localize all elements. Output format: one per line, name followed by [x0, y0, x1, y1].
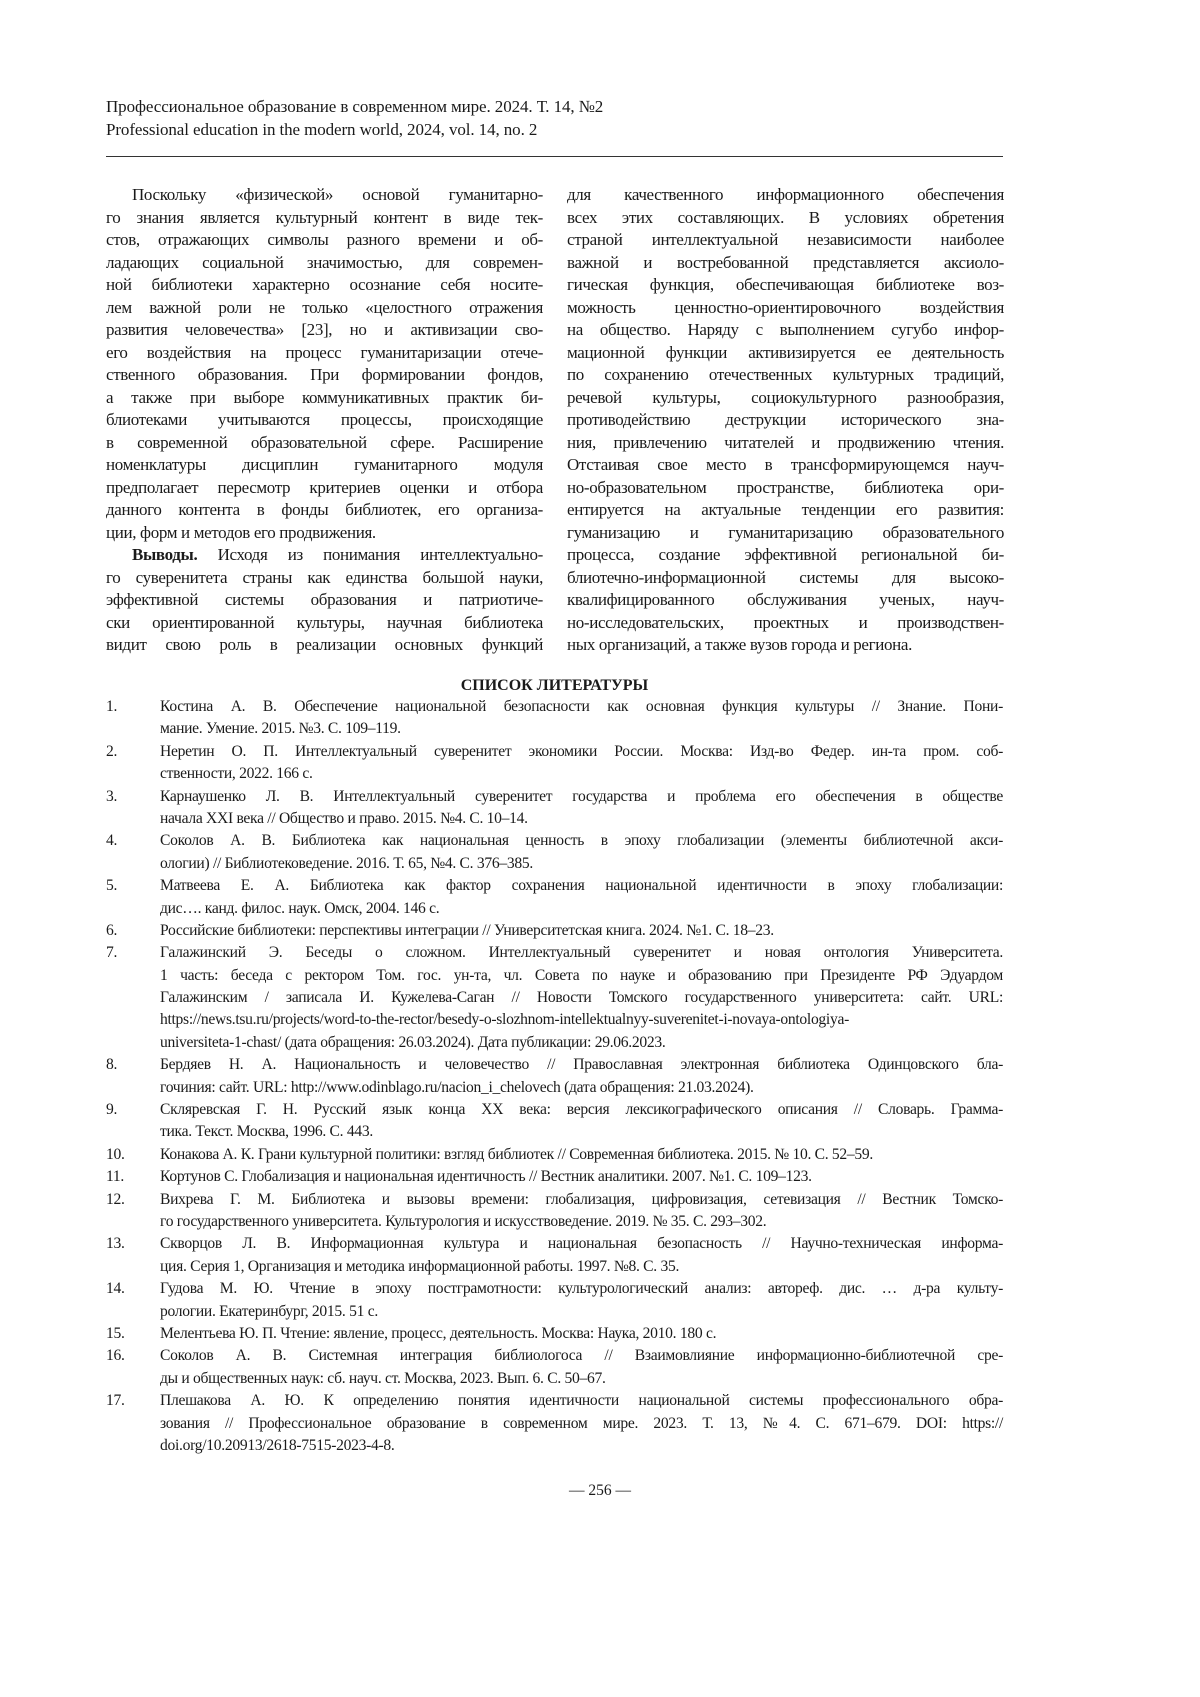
reference-text [160, 1233, 1003, 1278]
text-line: развития человечества» [23], но и активизации сво- [106, 319, 543, 342]
conclusion-label: Выводы. [132, 545, 197, 564]
paragraph [106, 184, 543, 544]
text-line: Соколов А. В. Системная интеграция библиологоса // Взаимовлияние информационно-библиотечной сре- [160, 1345, 1003, 1367]
text-line: гуманизацию и гуманитаризацию образовательного [567, 522, 1004, 545]
text-line: а также при выборе коммуникативных практик би- [106, 387, 543, 410]
text-line: для качественного информационного обеспечения [567, 184, 1004, 207]
text-line: Мелентьева Ю. П. Чтение: явление, процесс, деятельность. Москва: Наука, 2010. 180 с. [160, 1323, 1003, 1345]
reference-number: 6. [106, 920, 117, 942]
reference-text [160, 1054, 1003, 1099]
reference-text [160, 1099, 1003, 1144]
reference-number: 13. [106, 1233, 125, 1255]
text-line: Костина А. В. Обеспечение национальной безопасности как основная функция культуры // Знание. Пони- [160, 696, 1003, 718]
reference-number: 11. [106, 1166, 124, 1188]
text-line: Поскольку «физической» основой гуманитарно- [106, 184, 543, 207]
journal-title-ru: Профессиональное образование в современном мире. 2024. Т. 14, №2 [106, 96, 603, 118]
text-line: ной библиотеки характерно осознание себя носите- [106, 274, 543, 297]
reference-number: 3. [106, 786, 117, 808]
text-line: блиотеками учитываются процессы, происходящие [106, 409, 543, 432]
text-line: Бердяев Н. А. Национальность и человечество // Православная электронная библиотека Одинцовского бла- [160, 1054, 1003, 1076]
text-line: ственного образования. При формировании фондов, [106, 364, 543, 387]
text-line: речевой культуры, социокультурного разнообразия, [567, 387, 1004, 410]
reference-item [106, 830, 1003, 875]
text-line: Галажинским / записала И. Кужелева-Саган // Новости Томского государственного университета: сайт. URL: [160, 987, 1003, 1009]
text-line: зования // Профессиональное образование в современном мире. 2023. Т. 13, №4. С. 671–679. DOI: https:// [160, 1413, 1003, 1435]
text-line: Кортунов С. Глобализация и национальная идентичность // Вестник аналитики. 2007. №1. С. 109–123. [160, 1166, 1003, 1188]
reference-number: 10. [106, 1144, 125, 1166]
reference-item [106, 1345, 1003, 1390]
text-line: doi.org/10.20913/2618-7515-2023-4-8. [160, 1435, 1003, 1457]
reference-text [160, 875, 1003, 920]
text-line: Выводы. Исходя из понимания интеллектуально- [106, 544, 543, 567]
reference-text [160, 786, 1003, 831]
reference-text [160, 1278, 1003, 1323]
text-line: ладающих социальной значимостью, для современ- [106, 252, 543, 275]
reference-number: 8. [106, 1054, 117, 1076]
right-text-column [567, 184, 1004, 657]
text-line: но-образовательном пространстве, библиотека ори- [567, 477, 1004, 500]
reference-text [160, 1323, 1003, 1345]
text-line: Карнаушенко Л. В. Интеллектуальный суверенитет государства и проблема его обеспечения в обществе [160, 786, 1003, 808]
text-line: видит свою роль в реализации основных функций [106, 634, 543, 657]
reference-item [106, 920, 1003, 942]
reference-text [160, 1189, 1003, 1234]
text-line: universiteta-1-chast/ (дата обращения: 26.03.2024). Дата публикации: 29.06.2023. [160, 1032, 1003, 1054]
reference-text [160, 1144, 1003, 1166]
reference-item [106, 1099, 1003, 1144]
text-line: Гудова М. Ю. Чтение в эпоху постграмотности: культурологический анализ: автореф. дис. … д-ра культу- [160, 1278, 1003, 1300]
text-line: эффективной системы образования и патриотиче- [106, 589, 543, 612]
reference-item [106, 1189, 1003, 1234]
reference-item [106, 696, 1003, 741]
text-line: страной интеллектуальной независимости наиболее [567, 229, 1004, 252]
reference-number: 2. [106, 741, 117, 763]
reference-number: 4. [106, 830, 117, 852]
text-line: ды и общественных наук: сб. науч. ст. Москва, 2023. Вып. 6. С. 50–67. [160, 1368, 1003, 1390]
text-line: важной и востребованной представляется аксиоло- [567, 252, 1004, 275]
text-line: в современной образовательной сфере. Расширение [106, 432, 543, 455]
reference-number: 15. [106, 1323, 125, 1345]
reference-item [106, 1390, 1003, 1457]
reference-text [160, 830, 1003, 875]
text-line: Плешакова А. Ю. К определению понятия идентичности национальной системы профессионального обра- [160, 1390, 1003, 1412]
text-line: го суверенитета страны как единства большой науки, [106, 567, 543, 590]
paragraph [106, 544, 543, 657]
text-line: Соколов А. В. Библиотека как национальная ценность в эпоху глобализации (элементы библиотечной акси- [160, 830, 1003, 852]
reference-text [160, 942, 1003, 1054]
text-line: тика. Текст. Москва, 1996. С. 443. [160, 1121, 1003, 1143]
reference-text [160, 920, 1003, 942]
text-line: противодействию деструкции исторического зна- [567, 409, 1004, 432]
text-line: но-исследовательских, проектных и производствен- [567, 612, 1004, 635]
text-line: ственности, 2022. 166 с. [160, 763, 1003, 785]
text-line: ции, форм и методов его продвижения. [106, 522, 543, 545]
text-line: по сохранению отечественных культурных традиций, [567, 364, 1004, 387]
reference-item [106, 1144, 1003, 1166]
text-line: стов, отражающих символы разного времени и об- [106, 229, 543, 252]
reference-number: 17. [106, 1390, 125, 1412]
text-line: Матвеева Е. А. Библиотека как фактор сохранения национальной идентичности в эпоху глобализации: [160, 875, 1003, 897]
text-line: Скляревская Г. Н. Русский язык конца XX века: версия лексикографического описания // Словарь. Грамма- [160, 1099, 1003, 1121]
reference-item [106, 1166, 1003, 1188]
text-line: Неретин О. П. Интеллектуальный суверенитет экономики России. Москва: Изд-во Федер. ин-та пром. соб- [160, 741, 1003, 763]
text-line: можность ценностно-ориентировочного воздействия [567, 297, 1004, 320]
reference-item [106, 942, 1003, 1054]
text-line: Галажинский Э. Беседы о сложном. Интеллектуальный суверенитет и новая онтология Университета. [160, 942, 1003, 964]
text-line: предполагает пересмотр критериев оценки и отбора [106, 477, 543, 500]
journal-title-en: Professional education in the modern world, 2024, vol. 14, no. 2 [106, 119, 537, 141]
reference-text [160, 1345, 1003, 1390]
text-line: го знания является культурный контент в виде тек- [106, 207, 543, 230]
reference-number: 7. [106, 942, 117, 964]
reference-text [160, 1166, 1003, 1188]
reference-number: 5. [106, 875, 117, 897]
references-heading: СПИСОК ЛИТЕРАТУРЫ [106, 677, 1003, 695]
text-line: дис…. канд. филос. наук. Омск, 2004. 146 с. [160, 898, 1003, 920]
left-text-column [106, 184, 543, 657]
text-line: https://news.tsu.ru/projects/word-to-the-rector/besedy-o-slozhnom-intellektualnyy-suverenitet-i-novaya-ontologiya- [160, 1009, 1003, 1031]
text-line: гическая функция, обеспечивающая библиотеке воз- [567, 274, 1004, 297]
text-line: рологии. Екатеринбург, 2015. 51 с. [160, 1301, 1003, 1323]
text-line: Вихрева Г. М. Библиотека и вызовы времени: глобализация, цифровизация, сетевизация // Вестник Томско- [160, 1189, 1003, 1211]
reference-text [160, 741, 1003, 786]
text-line: ных организаций, а также вузов города и региона. [567, 634, 1004, 657]
text-line: Отстаивая свое место в трансформирующемся науч- [567, 454, 1004, 477]
text-line: лем важной роли не только «целостного отражения [106, 297, 543, 320]
text-line: процесса, создание эффективной региональной би- [567, 544, 1004, 567]
reference-item [106, 741, 1003, 786]
reference-number: 14. [106, 1278, 125, 1300]
text-line: всех этих составляющих. В условиях обретения [567, 207, 1004, 230]
text-line: ния, привлечению читателей и продвижению чтения. [567, 432, 1004, 455]
reference-item [106, 1278, 1003, 1323]
reference-item [106, 1054, 1003, 1099]
reference-text [160, 696, 1003, 741]
reference-number: 9. [106, 1099, 117, 1121]
header-divider [106, 156, 1003, 157]
text-line: номенклатуры дисциплин гуманитарного модуля [106, 454, 543, 477]
text-line: квалифицированного обслуживания ученых, науч- [567, 589, 1004, 612]
text-line: Скворцов Л. В. Информационная культура и национальная безопасность // Научно-техническая информа- [160, 1233, 1003, 1255]
text-line: на общество. Наряду с выполнением сугубо инфор- [567, 319, 1004, 342]
text-line: гочиния: сайт. URL: http://www.odinblago.ru/nacion_i_chelovech (дата обращения: 21.03.2024). [160, 1077, 1003, 1099]
text-line: Российские библиотеки: перспективы интеграции // Университетская книга. 2024. №1. С. 18–23. [160, 920, 1003, 942]
text-line: ентируется на актуальные тенденции его развития: [567, 499, 1004, 522]
reference-item [106, 1323, 1003, 1345]
text-line: мационной функции активизируется ее деятельность [567, 342, 1004, 365]
text-line: ция. Серия 1, Организация и методика информационной работы. 1997. №8. С. 35. [160, 1256, 1003, 1278]
reference-number: 12. [106, 1189, 125, 1211]
text-line: данного контента в фонды библиотек, его организа- [106, 499, 543, 522]
text-line: мание. Умение. 2015. №3. С. 109–119. [160, 718, 1003, 740]
text-line: го государственного университета. Культурология и искусствоведение. 2019. № 35. С. 293–302. [160, 1211, 1003, 1233]
page-number: — 256 — [0, 1482, 1200, 1500]
text-line: ологии) // Библиотековедение. 2016. Т. 65, №4. С. 376–385. [160, 853, 1003, 875]
text-line: 1 часть: беседа с ректором Том. гос. ун-та, чл. Совета по науке и образованию при Президенте РФ Эдуардом [160, 965, 1003, 987]
text-line: его воздействия на процесс гуманитаризации отече- [106, 342, 543, 365]
reference-item [106, 786, 1003, 831]
reference-number: 16. [106, 1345, 125, 1367]
text-line: Конакова А. К. Грани культурной политики: взгляд библиотек // Современная библиотека. 2015. № 10. С. 52–59. [160, 1144, 1003, 1166]
reference-number: 1. [106, 696, 117, 718]
references-list [106, 696, 1003, 1457]
reference-text [160, 1390, 1003, 1457]
text-line: блиотечно-информационной системы для высоко- [567, 567, 1004, 590]
reference-item [106, 875, 1003, 920]
text-line: начала XXI века // Общество и право. 2015. №4. С. 10–14. [160, 808, 1003, 830]
text-line: ски ориентированной культуры, научная библиотека [106, 612, 543, 635]
reference-item [106, 1233, 1003, 1278]
paragraph [567, 184, 1004, 657]
